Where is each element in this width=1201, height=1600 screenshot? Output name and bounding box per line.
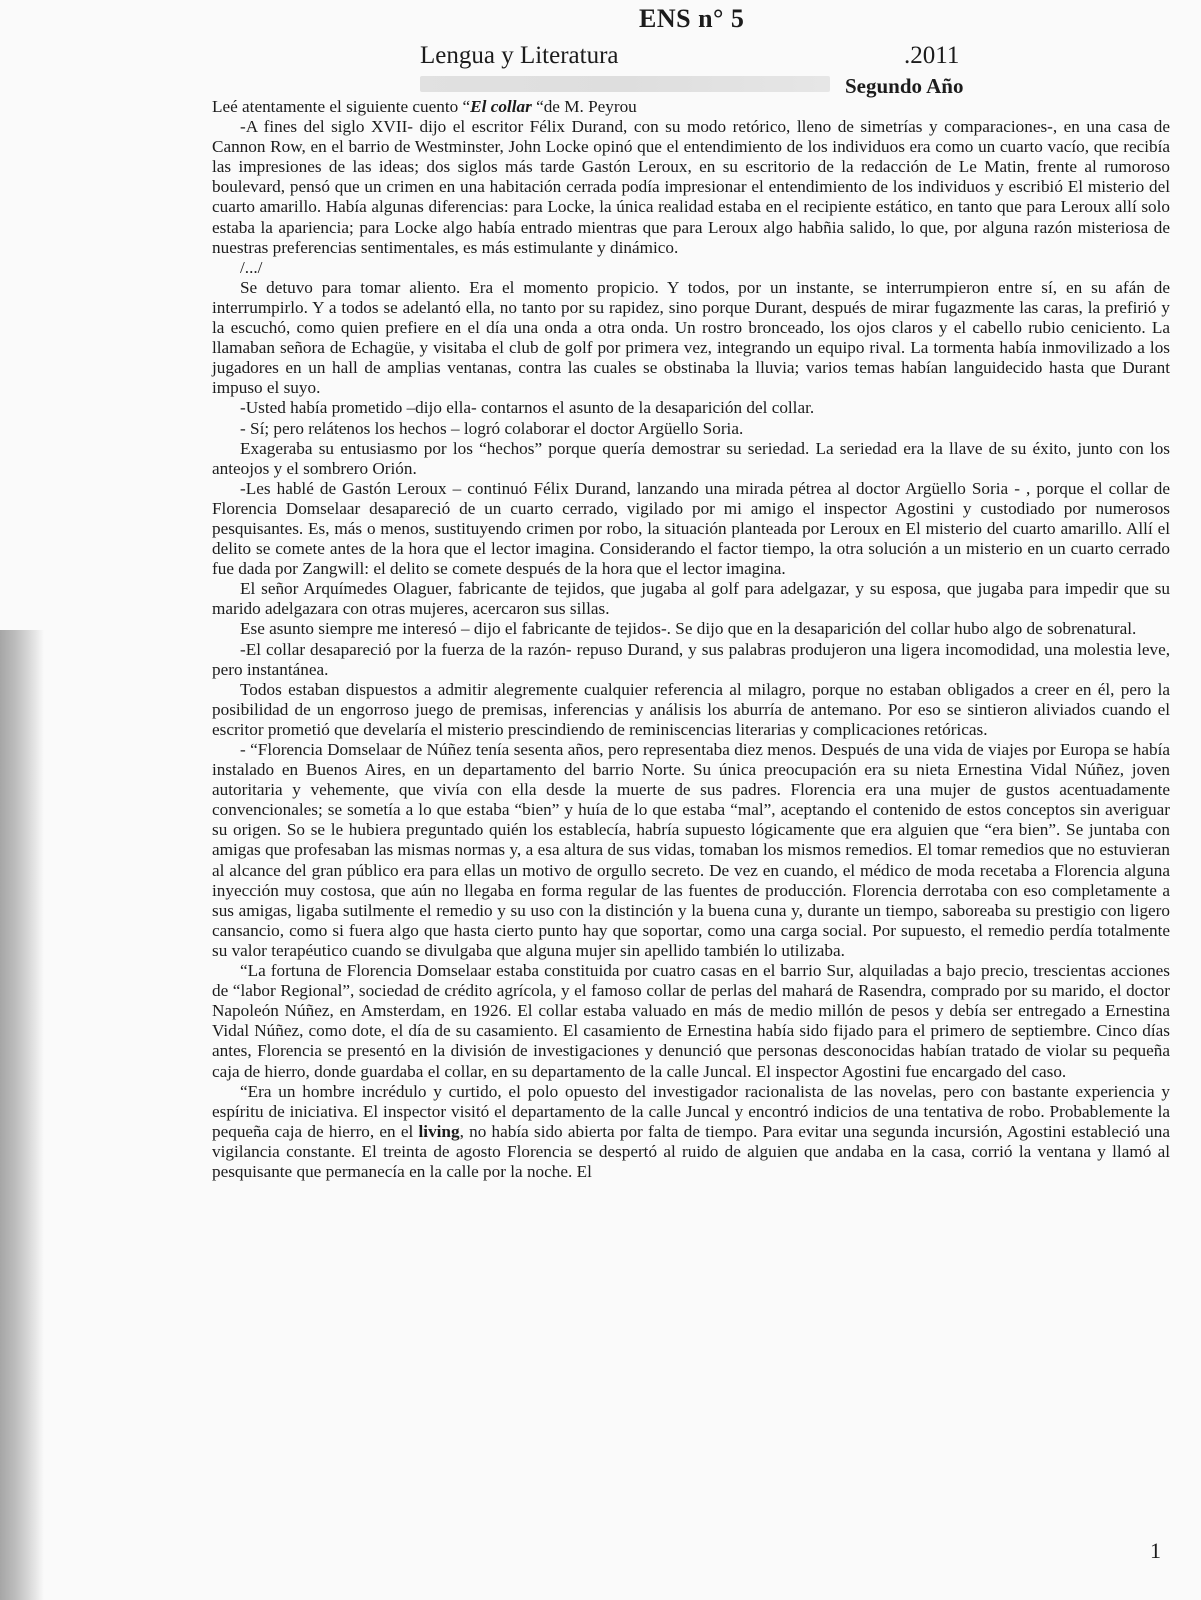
last-paragraph-before: “Era un hombre incrédulo y curtido, el polo opuesto del investigador racionalista de las novelas, pero con bastante experiencia y espíritu de iniciativa. El inspector visitó el departamento de la calle Juncal y encontró indicios de una tentativa de robo. Probablemente la pequeña caja de hierro, en el bbox=[212, 1081, 1170, 1141]
paragraph: -A fines del siglo XVII- dijo el escritor Félix Durand, con su modo retórico, lleno de simetrías y comparaciones-, en una casa de Cannon Row, en el barrio de Westminster, John Locke opinó que el entendimiento de los individuos era como un cuarto vacío, que recibía las impresiones de las ideas; dos siglos más tarde Gastón Leroux, en su escritorio de la redacción de Le Matin, frente al rumoroso boulevard, pensó que un crimen en una habitación cerrada podía impresionar el entendimiento de los individuos y escribió El misterio del cuarto amarillo. Había algunas diferencias: para Locke, la única realidad estaba en el recipiente estático, en tanto que para Leroux allí solo estaba la apariencia; para Locke algo había entrado mientras que para Leroux algo habñia salido, lo que, por alguna razón misteriosa de nuestras preferencias sentimentales, es más estimulante y dinámico. bbox=[212, 117, 1170, 257]
instruction-tail: “de M. Peyrou bbox=[531, 97, 637, 116]
school-name: ENS n° 5 bbox=[639, 4, 745, 33]
paragraph: -Usted había prometido –dijo ella- contarnos el asunto de la desaparición del collar. bbox=[240, 398, 815, 418]
instruction-line bbox=[212, 97, 1170, 117]
redacted-name-area bbox=[420, 76, 830, 92]
paragraph-last bbox=[212, 1082, 1170, 1182]
paragraph: Se detuvo para tomar aliento. Era el momento propicio. Y todos, por un instante, se interrumpieron entre sí, en su afán de interrumpirlo. Y a todos se adelantó ella, no tanto por su rapidez, sino porque Durant, después de mirar fugazmente las caras, la prefirió y la escuchó, como quien prefiere en el día una onda a otra onda. Un rostro bronceado, los ojos claros y el cabello rubio ceniciento. La llamaban señora de Echagüe, y visitaba el club de golf por primera vez, integrando un equipo rival. La tormenta había inmovilizado a los jugadores en un hall de amplias ventanas, contra las cuales se obstinaba la lluvia; varios temas habían languidecido hasta que Durant impuso el suyo. bbox=[212, 277, 1170, 398]
subject-title: Lengua y Literatura bbox=[420, 42, 619, 69]
paragraph: El señor Arquímedes Olaguer, fabricante de tejidos, que jugaba al golf para adelgazar, y su esposa, que jugaba para impedir que su marido adelgazara con otras mujeres, acercaron sus sillas. bbox=[212, 579, 1170, 619]
paragraph: Ese asunto siempre me interesó – dijo el fabricante de tejidos-. Se dijo que en la desaparición del collar hubo algo de sobrenatural. bbox=[240, 619, 1137, 639]
story-title: El collar bbox=[470, 97, 532, 116]
grade-label: Segundo Año bbox=[845, 74, 964, 98]
paragraph: /.../ bbox=[240, 257, 263, 277]
story-body bbox=[212, 97, 1170, 1182]
page-number: 1 bbox=[1150, 1538, 1161, 1563]
year-label: .2011 bbox=[904, 42, 960, 69]
paragraph: Exageraba su entusiasmo por los “hechos” porque quería demostrar su seriedad. La seriedad era la llave de su éxito, junto con los anteojos y el sombrero Orión. bbox=[212, 438, 1170, 478]
paragraph: -Les hablé de Gastón Leroux – continuó Félix Durand, lanzando una mirada pétrea al doctor Argüello Soria - , porque el collar de Florencia Domselaar desapareció de un cuarto cerrado, vigilado por mi amigo el inspector Agostini y custodiado por numerosos pesquisantes. Es, más o menos, sustituyendo crimen por robo, la situación planteada por Leroux en El misterio del cuarto amarillo. Allí el delito se comete antes de la hora que el lector imagina. Considerando el factor tiempo, la otra solución a un misterio en un cuarto cerrado fue dada por Zangwill: el delito se comete después de la hora que el lector imagina. bbox=[212, 478, 1170, 579]
instruction-lead: Leé atentamente el siguiente cuento “ bbox=[212, 97, 471, 116]
paragraph: Todos estaban dispuestos a admitir alegremente cualquier referencia al milagro, porque no estaban obligados a creer en él, pero la posibilidad de un engorroso juego de premisas, inferencias y análisis los aburría de antemano. Por eso se sintieron aliviados cuando el escritor prometió que develaría el misterio prescindiendo de reminiscencias literarias y complicaciones retóricas. bbox=[212, 679, 1170, 739]
last-paragraph-emphasis: living bbox=[418, 1121, 460, 1141]
paragraph: - “Florencia Domselaar de Núñez tenía sesenta años, pero representaba diez menos. Después de una vida de viajes por Europa se había instalado en Buenos Aires, en un departamento del barrio Norte. Su única preocupación era su nieta Ernestina Vidal Núñez, joven autoritaria y vehemente, que vivía con ella desde la muerte de sus padres. Florencia era una mujer de gustos acentuadamente convencionales; se sometía a lo que estaba “bien” y huía de lo que estaba “mal”, aceptando el contenido de estos conceptos sin averiguar su origen. So se le hubiera preguntado quién los establecía, habría supuesto lógicamente que era alguien que “era bien”. Se juntaba con amigas que profesaban las mismas normas y, a esa altura de sus vidas, tomaban los mismos remedios. El tomar remedios que no estuvieran al alcance del gran público era para ellas un motivo de orgullo secreto. De vez en cuando, el médico de moda recetaba a Florencia alguna inyección muy costosa, que aún no llegaba en forma regular de las fuentes de producción. Florencia derrotaba con eso completamente a sus amigas, ligaba sutilmente el remedio y su uso con la distinción y la buena cuna y, durante un tiempo, saboreaba su prestigio con ligero cansancio, como si fuera algo que hasta cierto punto hay que soportar, como una carga social. Por supuesto, el remedio perdía totalmente su valor terapéutico cuando se divulgaba que alguna mujer sin apellido también lo utilizaba. bbox=[212, 740, 1170, 960]
scan-edge-shadow bbox=[0, 630, 44, 1600]
paragraph: “La fortuna de Florencia Domselaar estaba constituida por cuatro casas en el barrio Sur, alquiladas a bajo precio, trescientas acciones de “labor Regional”, sociedad de crédito agrícola, y el famoso collar de perlas del mahará de Rasendra, comprado por su marido, el doctor Napoleón Núñez, en Amsterdam, en 1926. El collar estaba valuado en más de medio millón de pesos y debía ser entregado a Ernestina Vidal Núñez, como dote, el día de su casamiento. El casamiento de Ernestina había sido fijado para el primero de septiembre. Cinco días antes, Florencia se presentó en la división de investigaciones y denunció que personas desconocidas habían tratado de violar su pequeña caja de hierro, donde guardaba el collar, en su departamento de la calle Juncal. El inspector Agostini fue encargado del caso. bbox=[212, 961, 1170, 1081]
paragraph: -El collar desapareció por la fuerza de la razón- repuso Durand, y sus palabras produjeron una ligera incomodidad, una molestia leve, pero instantánea. bbox=[212, 639, 1170, 679]
last-paragraph-after: , no había sido abierta por falta de tiempo. Para evitar una segunda incursión, Agostini estableció una vigilancia constante. El treinta de agosto Florencia se despertó al ruido de alguien que andaba en la casa, corrió la ventana y llamó al pesquisante que permanecía en la calle por la noche. El bbox=[212, 1121, 1170, 1181]
paragraph: - Sí; pero relátenos los hechos – logró colaborar el doctor Argüello Soria. bbox=[240, 418, 744, 438]
